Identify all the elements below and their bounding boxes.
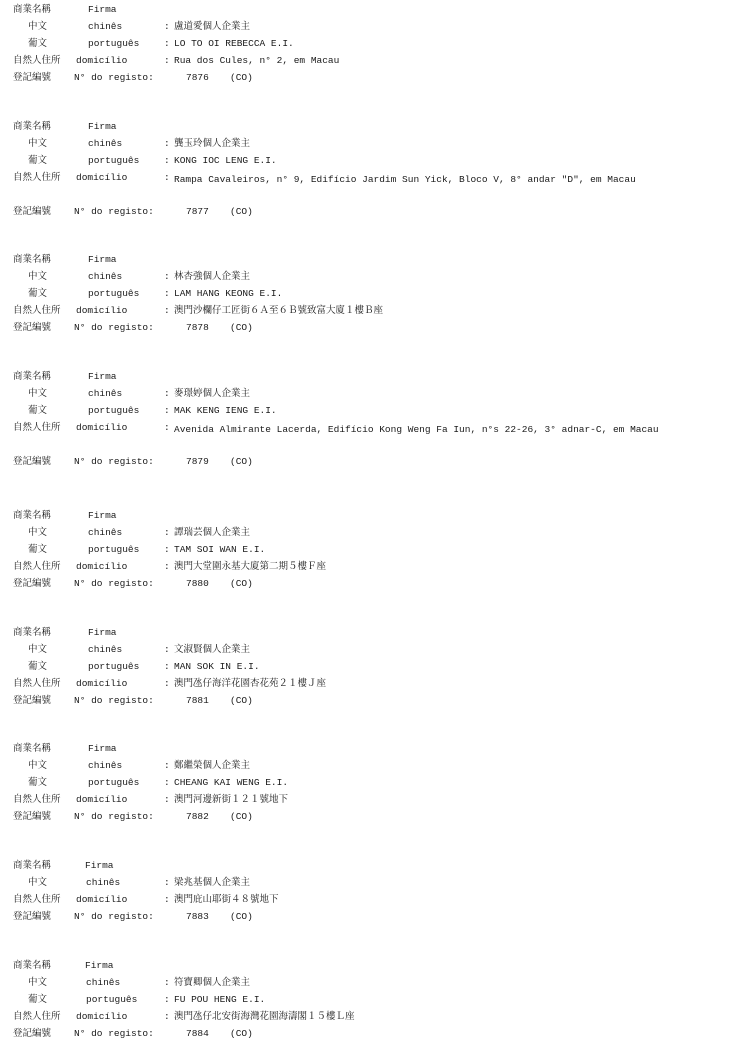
chines-label-zh: 中文 — [28, 21, 48, 32]
firma-label-pt: Firma — [85, 960, 114, 971]
colon: : — [164, 644, 170, 655]
registo-suffix: (CO) — [230, 578, 253, 589]
colon: : — [164, 172, 170, 183]
registo-suffix: (CO) — [230, 811, 253, 822]
portuguese-name-value: FU POU HENG E.I. — [174, 994, 266, 1005]
registo-number: 7877 — [186, 206, 209, 217]
firma-label-pt: Firma — [85, 860, 114, 871]
domicilio-label-pt: domicílio — [76, 678, 128, 689]
portuguese-name-value: MAK KENG IENG E.I. — [174, 405, 277, 416]
colon: : — [164, 21, 170, 32]
portuguese-name-value: KONG IOC LENG E.I. — [174, 155, 277, 166]
registo-label-zh: 登記編號 — [13, 811, 52, 822]
domicilio-label-pt: domicílio — [76, 422, 128, 433]
colon: : — [164, 271, 170, 282]
registo-suffix: (CO) — [230, 72, 253, 83]
portugues-label-zh: 葡文 — [28, 777, 48, 788]
registo-label-pt: N° do registo: — [74, 811, 154, 822]
domicilio-label-pt: domicílio — [76, 305, 128, 316]
registo-suffix: (CO) — [230, 456, 253, 467]
portugues-label-pt: português — [88, 777, 140, 788]
registo-number: 7881 — [186, 695, 209, 706]
registo-number: 7883 — [186, 911, 209, 922]
chines-label-pt: chinês — [86, 877, 121, 888]
domicilio-label-pt: domicílio — [76, 172, 128, 183]
colon: : — [164, 678, 170, 689]
chines-label-pt: chinês — [88, 388, 123, 399]
registo-label-zh: 登記編號 — [13, 695, 52, 706]
registo-number: 7880 — [186, 578, 209, 589]
address-text: Avenida Almirante Lacerda, Edifício Kong Weng Fa Iun, n°s 22-26, 3° adnar-C, em Macau — [174, 424, 659, 435]
firma-label-pt: Firma — [88, 743, 117, 754]
firma-label-pt: Firma — [88, 510, 117, 521]
registo-label-zh: 登記編號 — [13, 911, 52, 922]
address-text: Rampa Cavaleiros, n° 9, Edifício Jardim Sun Yick, Bloco V, 8° andar "D", em Macau — [174, 174, 636, 185]
chinese-name-value: 符寶卿個人企業主 — [174, 977, 251, 988]
colon: : — [164, 760, 170, 771]
firma-label-pt: Firma — [88, 371, 117, 382]
registo-label-zh: 登記編號 — [13, 456, 52, 467]
registo-number: 7882 — [186, 811, 209, 822]
portuguese-name-value: LO TO OI REBECCA E.I. — [174, 38, 294, 49]
portuguese-name-value: CHEANG KAI WENG E.I. — [174, 777, 289, 788]
domicilio-label-zh: 自然人住所 — [13, 422, 61, 433]
domicilio-label-zh: 自然人住所 — [13, 55, 61, 66]
chines-label-pt: chinês — [88, 21, 123, 32]
chines-label-zh: 中文 — [28, 271, 48, 282]
registo-label-zh: 登記編號 — [13, 322, 52, 333]
domicilio-label-pt: domicílio — [76, 561, 128, 572]
colon: : — [164, 1011, 170, 1022]
portugues-label-pt: português — [88, 661, 140, 672]
address-value — [164, 421, 719, 438]
firma-label-pt: Firma — [88, 121, 117, 132]
chines-label-pt: chinês — [88, 271, 123, 282]
registo-number: 7884 — [186, 1028, 209, 1039]
address-value: Rua dos Cules, n° 2, em Macau — [174, 55, 340, 66]
domicilio-label-zh: 自然人住所 — [13, 561, 61, 572]
portugues-label-pt: português — [88, 155, 140, 166]
registo-label-pt: N° do registo: — [74, 578, 154, 589]
registo-number: 7879 — [186, 456, 209, 467]
colon: : — [164, 994, 170, 1005]
colon: : — [164, 305, 170, 316]
domicilio-label-pt: domicílio — [76, 794, 128, 805]
domicilio-label-zh: 自然人住所 — [13, 678, 61, 689]
chines-label-zh: 中文 — [28, 138, 48, 149]
registo-suffix: (CO) — [230, 322, 253, 333]
address-value: 澳門氹仔北安街海灣花園海濤閣１５樓Ｌ座 — [174, 1011, 355, 1022]
portugues-label-pt: português — [88, 38, 140, 49]
registo-suffix: (CO) — [230, 911, 253, 922]
firma-label-zh: 商業名稱 — [13, 510, 52, 521]
colon: : — [164, 561, 170, 572]
firma-label-zh: 商業名稱 — [13, 371, 52, 382]
portuguese-name-value: MAN SOK IN E.I. — [174, 661, 260, 672]
registo-label-pt: N° do registo: — [74, 695, 154, 706]
firma-label-zh: 商業名稱 — [13, 121, 52, 132]
portugues-label-zh: 葡文 — [28, 38, 48, 49]
portugues-label-pt: português — [88, 544, 140, 555]
colon: : — [164, 661, 170, 672]
firma-label-zh: 商業名稱 — [13, 860, 52, 871]
address-value: 澳門氹仔海洋花園杏花苑２１樓Ｊ座 — [174, 678, 327, 689]
firma-label-zh: 商業名稱 — [13, 627, 52, 638]
colon: : — [164, 38, 170, 49]
domicilio-label-pt: domicílio — [76, 894, 128, 905]
colon: : — [164, 288, 170, 299]
address-value: 澳門沙欄仔工匠街６Ａ至６Ｂ號致富大廈１樓Ｂ座 — [174, 305, 384, 316]
chines-label-zh: 中文 — [28, 760, 48, 771]
registo-label-pt: N° do registo: — [74, 911, 154, 922]
firma-label-zh: 商業名稱 — [13, 254, 52, 265]
chinese-name-value: 文淑賢個人企業主 — [174, 644, 251, 655]
registo-label-pt: N° do registo: — [74, 456, 154, 467]
chines-label-zh: 中文 — [28, 877, 48, 888]
portugues-label-zh: 葡文 — [28, 661, 48, 672]
chinese-name-value: 梁兆基個人企業主 — [174, 877, 251, 888]
domicilio-label-zh: 自然人住所 — [13, 305, 61, 316]
colon: : — [164, 55, 170, 66]
registo-suffix: (CO) — [230, 695, 253, 706]
portugues-label-pt: português — [88, 405, 140, 416]
chines-label-pt: chinês — [88, 644, 123, 655]
chinese-name-value: 鄭繼榮個人企業主 — [174, 760, 251, 771]
portugues-label-zh: 葡文 — [28, 994, 48, 1005]
portuguese-name-value: TAM SOI WAN E.I. — [174, 544, 266, 555]
registo-label-pt: N° do registo: — [74, 72, 154, 83]
chines-label-zh: 中文 — [28, 527, 48, 538]
colon: : — [164, 405, 170, 416]
chines-label-zh: 中文 — [28, 977, 48, 988]
domicilio-label-pt: domicílio — [76, 1011, 128, 1022]
firma-label-pt: Firma — [88, 627, 117, 638]
address-value: 澳門河邊新街１２１號地下 — [174, 794, 289, 805]
registo-label-zh: 登記編號 — [13, 578, 52, 589]
chines-label-zh: 中文 — [28, 388, 48, 399]
firma-label-zh: 商業名稱 — [13, 960, 52, 971]
chinese-name-value: 盧道愛個人企業主 — [174, 21, 251, 32]
registo-suffix: (CO) — [230, 206, 253, 217]
chines-label-pt: chinês — [88, 138, 123, 149]
registo-suffix: (CO) — [230, 1028, 253, 1039]
chines-label-pt: chinês — [88, 760, 123, 771]
chines-label-pt: chinês — [86, 977, 121, 988]
colon: : — [164, 138, 170, 149]
address-value: 澳門大堂圍永基大廈第二期５樓Ｆ座 — [174, 561, 327, 572]
colon: : — [164, 777, 170, 788]
portugues-label-zh: 葡文 — [28, 288, 48, 299]
portuguese-name-value: LAM HANG KEONG E.I. — [174, 288, 283, 299]
colon: : — [164, 894, 170, 905]
colon: : — [164, 877, 170, 888]
colon: : — [164, 155, 170, 166]
chines-label-pt: chinês — [88, 527, 123, 538]
portugues-label-pt: português — [88, 288, 140, 299]
domicilio-label-zh: 自然人住所 — [13, 794, 61, 805]
address-value: 澳門庇山耶街４８號地下 — [174, 894, 279, 905]
chines-label-zh: 中文 — [28, 644, 48, 655]
domicilio-label-zh: 自然人住所 — [13, 894, 61, 905]
registo-label-pt: N° do registo: — [74, 1028, 154, 1039]
chinese-name-value: 龔玉玲個人企業主 — [174, 138, 251, 149]
registo-label-zh: 登記編號 — [13, 72, 52, 83]
registo-label-pt: N° do registo: — [74, 206, 154, 217]
colon: : — [164, 388, 170, 399]
domicilio-label-pt: domicílio — [76, 55, 128, 66]
registo-label-zh: 登記編號 — [13, 206, 52, 217]
registo-number: 7878 — [186, 322, 209, 333]
domicilio-label-zh: 自然人住所 — [13, 172, 61, 183]
portugues-label-zh: 葡文 — [28, 155, 48, 166]
portugues-label-pt: português — [86, 994, 138, 1005]
chinese-name-value: 麥璟婷個人企業主 — [174, 388, 251, 399]
colon: : — [164, 977, 170, 988]
chinese-name-value: 林杏強個人企業主 — [174, 271, 251, 282]
colon: : — [164, 794, 170, 805]
registo-label-zh: 登記編號 — [13, 1028, 52, 1039]
chinese-name-value: 譚瑞芸個人企業主 — [174, 527, 251, 538]
colon: : — [164, 422, 170, 433]
registo-number: 7876 — [186, 72, 209, 83]
domicilio-label-zh: 自然人住所 — [13, 1011, 61, 1022]
firma-label-zh: 商業名稱 — [13, 4, 52, 15]
portugues-label-zh: 葡文 — [28, 544, 48, 555]
registo-label-pt: N° do registo: — [74, 322, 154, 333]
firma-label-zh: 商業名稱 — [13, 743, 52, 754]
firma-label-pt: Firma — [88, 4, 117, 15]
colon: : — [164, 527, 170, 538]
address-value — [164, 171, 694, 188]
firma-label-pt: Firma — [88, 254, 117, 265]
portugues-label-zh: 葡文 — [28, 405, 48, 416]
colon: : — [164, 544, 170, 555]
